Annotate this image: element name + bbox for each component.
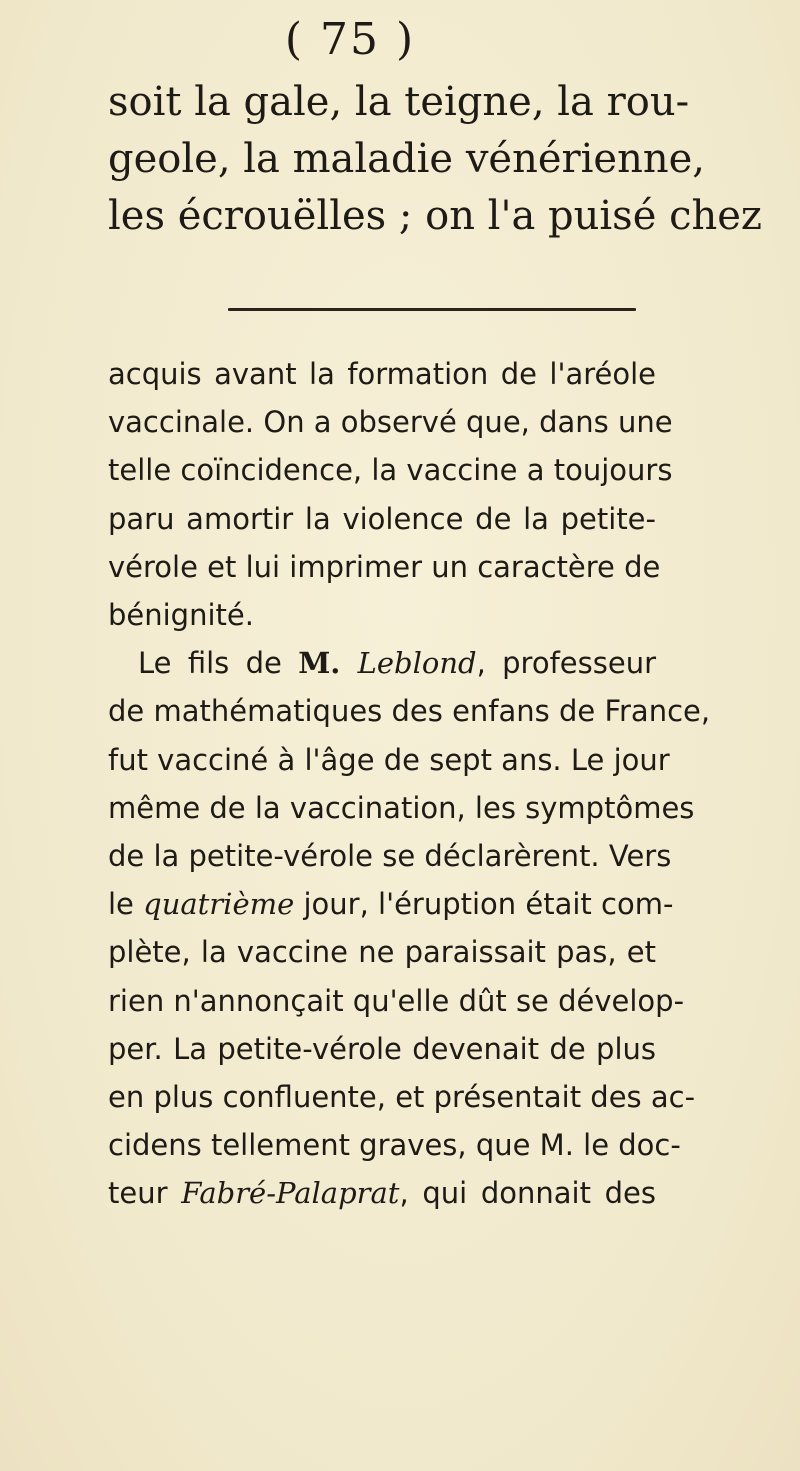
- text-run: M.: [298, 646, 358, 681]
- text-line: telle coïncidence, la vaccine a toujours: [108, 453, 673, 488]
- text-line: de la petite-vérole se déclarèrent. Vers: [108, 839, 672, 874]
- text-run: Le fils de: [138, 646, 299, 681]
- fragment-line: les écrouëlles ; on l'a puisé chez: [108, 193, 763, 239]
- horizontal-rule: [228, 308, 636, 311]
- text-line: [108, 1169, 656, 1217]
- text-line: [108, 880, 674, 928]
- text-line: cidens tellement graves, que M. le doc-: [108, 1128, 681, 1163]
- text-line: per. La petite-vérole devenait de plus: [108, 1031, 656, 1066]
- text-line: vérole et lui imprimer un caractère de: [108, 549, 661, 584]
- text-line: [108, 639, 656, 687]
- text-line: fut vacciné à l'âge de sept ans. Le jour: [108, 742, 670, 777]
- text-line: acquis avant la formation de l'aréole: [108, 357, 656, 391]
- text-line: plète, la vaccine ne paraissait pas, et: [108, 935, 656, 970]
- text-line: rien n'annonçait qu'elle dût se dévelop-: [108, 983, 685, 1018]
- text-line: de mathématiques des enfans de France,: [108, 694, 711, 729]
- text-line: même de la vaccination, les symptômes: [108, 790, 695, 825]
- italic-name: Leblond: [357, 646, 477, 681]
- italic-name: Fabré-Palaprat: [181, 1176, 400, 1211]
- text-line: bénignité.: [108, 598, 254, 633]
- page-number: ( 75 ): [284, 14, 416, 65]
- fragment-line: soit la gale, la teigne, la rou-: [108, 79, 690, 125]
- italic-word: quatrième: [143, 887, 295, 922]
- fragment-line: geole, la maladie vénérienne,: [108, 136, 706, 182]
- text-run: teur: [108, 1176, 182, 1211]
- text-run: , qui donnait des: [399, 1176, 656, 1211]
- text-line: paru amortir la violence de la petite-: [108, 501, 656, 536]
- text-fragment-above-rule: [108, 74, 763, 245]
- text-run: , professeur: [476, 646, 657, 681]
- main-text: [108, 350, 711, 1218]
- text-line: en plus confluente, et présentait des ac-: [108, 1080, 696, 1115]
- text-line: vaccinale. On a observé que, dans une: [108, 405, 673, 440]
- text-run: le: [108, 887, 144, 922]
- text-run: jour, l'éruption était com-: [294, 887, 674, 922]
